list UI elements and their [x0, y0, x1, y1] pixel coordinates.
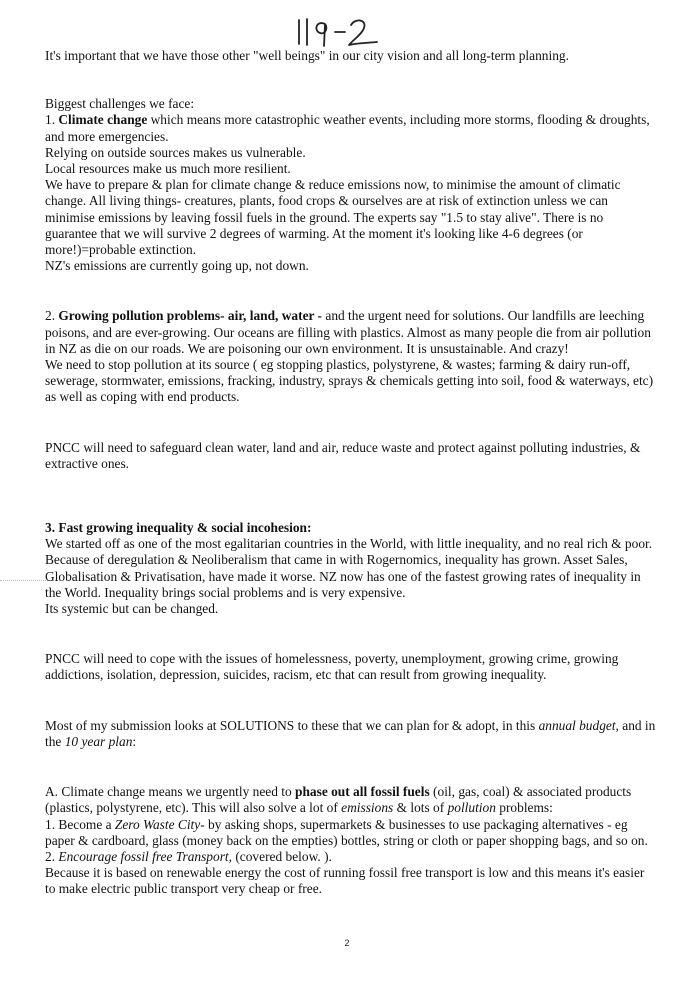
page-number: 2: [344, 938, 350, 948]
challenge-3-pncc: PNCC will need to cope with the issues of homelessness, poverty, unemployment, growing crime, growing addictions, isolation, depression, suicides, racism, etc that can result from growing inequality.: [45, 651, 619, 683]
challenge-1-line: Local resources make us much more resilient.: [45, 161, 291, 177]
challenge-3-paragraph: We started off as one of the most egalitarian countries in the World, with little inequality, and no real rich & poor. Because of deregulation & Neoliberalism that came in with Rogernomics, inequality has grown. Asset Sales, Globalisation & Privatisation, have made it worse. NZ now has one of the fastest growing rates of inequality in the World. Inequality brings social problems and is very expensive.: [45, 536, 653, 600]
challenge-1-paragraph: We have to prepare & plan for climate change & reduce emissions now, to minimise the amount of climatic change. All living things- creatures, plants, food crops & ourselves are at risk of extinction unless we can minimise emissions by leaving fossil fuels in the ground. The experts say "1.5 to stay alive". There is no guarantee that we will survive 2 degrees of warming. At the moment it's looking like 4-6 degrees (or more!)=probable extinction.: [45, 177, 621, 258]
challenge-2-title: Growing pollution problems- air, land, water -: [58, 308, 323, 324]
challenge-3-title: 3. Fast growing inequality & social incohesion:: [45, 520, 312, 536]
challenge-2-paragraph: We need to stop pollution at its source ( eg stopping plastics, polystyrene, & wastes; farming & dairy run-off, sewerage, stormwater, emissions, fracking, industry, sprays & chemicals getting into soil, food & waterways, etc) as well as coping with end products.: [45, 357, 654, 405]
submission-body: [45, 48, 657, 898]
challenge-1-line: Relying on outside sources makes us vulnerable.: [45, 144, 306, 160]
challenge-1-title: Climate change: [58, 112, 148, 128]
solution-a-1: 1. Become a Zero Waste City- by asking shops, supermarkets & businesses to use packaging alternatives - eg paper & cardboard, glass (money back on the empties) bottles, string or cloth or paper shopping bags, and so on.: [45, 816, 648, 848]
handwritten-reference-mark: [293, 10, 383, 52]
intro-paragraph: It's important that we have those other "well beings" in our city vision and all long-term planning.: [45, 48, 569, 63]
challenge-3-line: Its systemic but can be changed.: [45, 601, 219, 617]
challenges-heading: Biggest challenges we face:: [45, 96, 195, 112]
challenge-2-pncc: PNCC will need to safeguard clean water, land and air, reduce waste and protect against polluting industries, & extractive ones.: [45, 439, 641, 471]
solution-a-2: 2. Encourage fossil free Transport, (covered below. ).: [45, 848, 332, 864]
solution-a-2-paragraph: Because it is based on renewable energy the cost of running fossil free transport is low and this means it's easier to make electric public transport very cheap or free.: [45, 865, 645, 897]
solution-a: A. Climate change means we urgently need to phase out all fossil fuels (oil, gas, coal) & associated products (plastics, polystyrene, etc). This will also solve a lot of emissions & lots of pollution problems:: [45, 784, 632, 816]
challenge-2: 2. Growing pollution problems- air, land, water - and the urgent need for solutions. Our landfills are leeching poisons, and are ever-growing. Our oceans are filling with plastics. Almost as many people die from air pollution in NZ as die on our roads. We are poisoning our own environment. It is unsustainable. And crazy!: [45, 308, 651, 356]
challenge-1: 1. Climate change which means more catastrophic weather events, including more storms, flooding & droughts, and more emergencies.: [45, 112, 650, 144]
challenge-1-nz-note: NZ's emissions are currently going up, not down.: [45, 258, 309, 274]
solutions-intro: Most of my submission looks at SOLUTIONS to these that we can plan for & adopt, in this annual budget, and in the 10 year plan:: [45, 717, 656, 749]
